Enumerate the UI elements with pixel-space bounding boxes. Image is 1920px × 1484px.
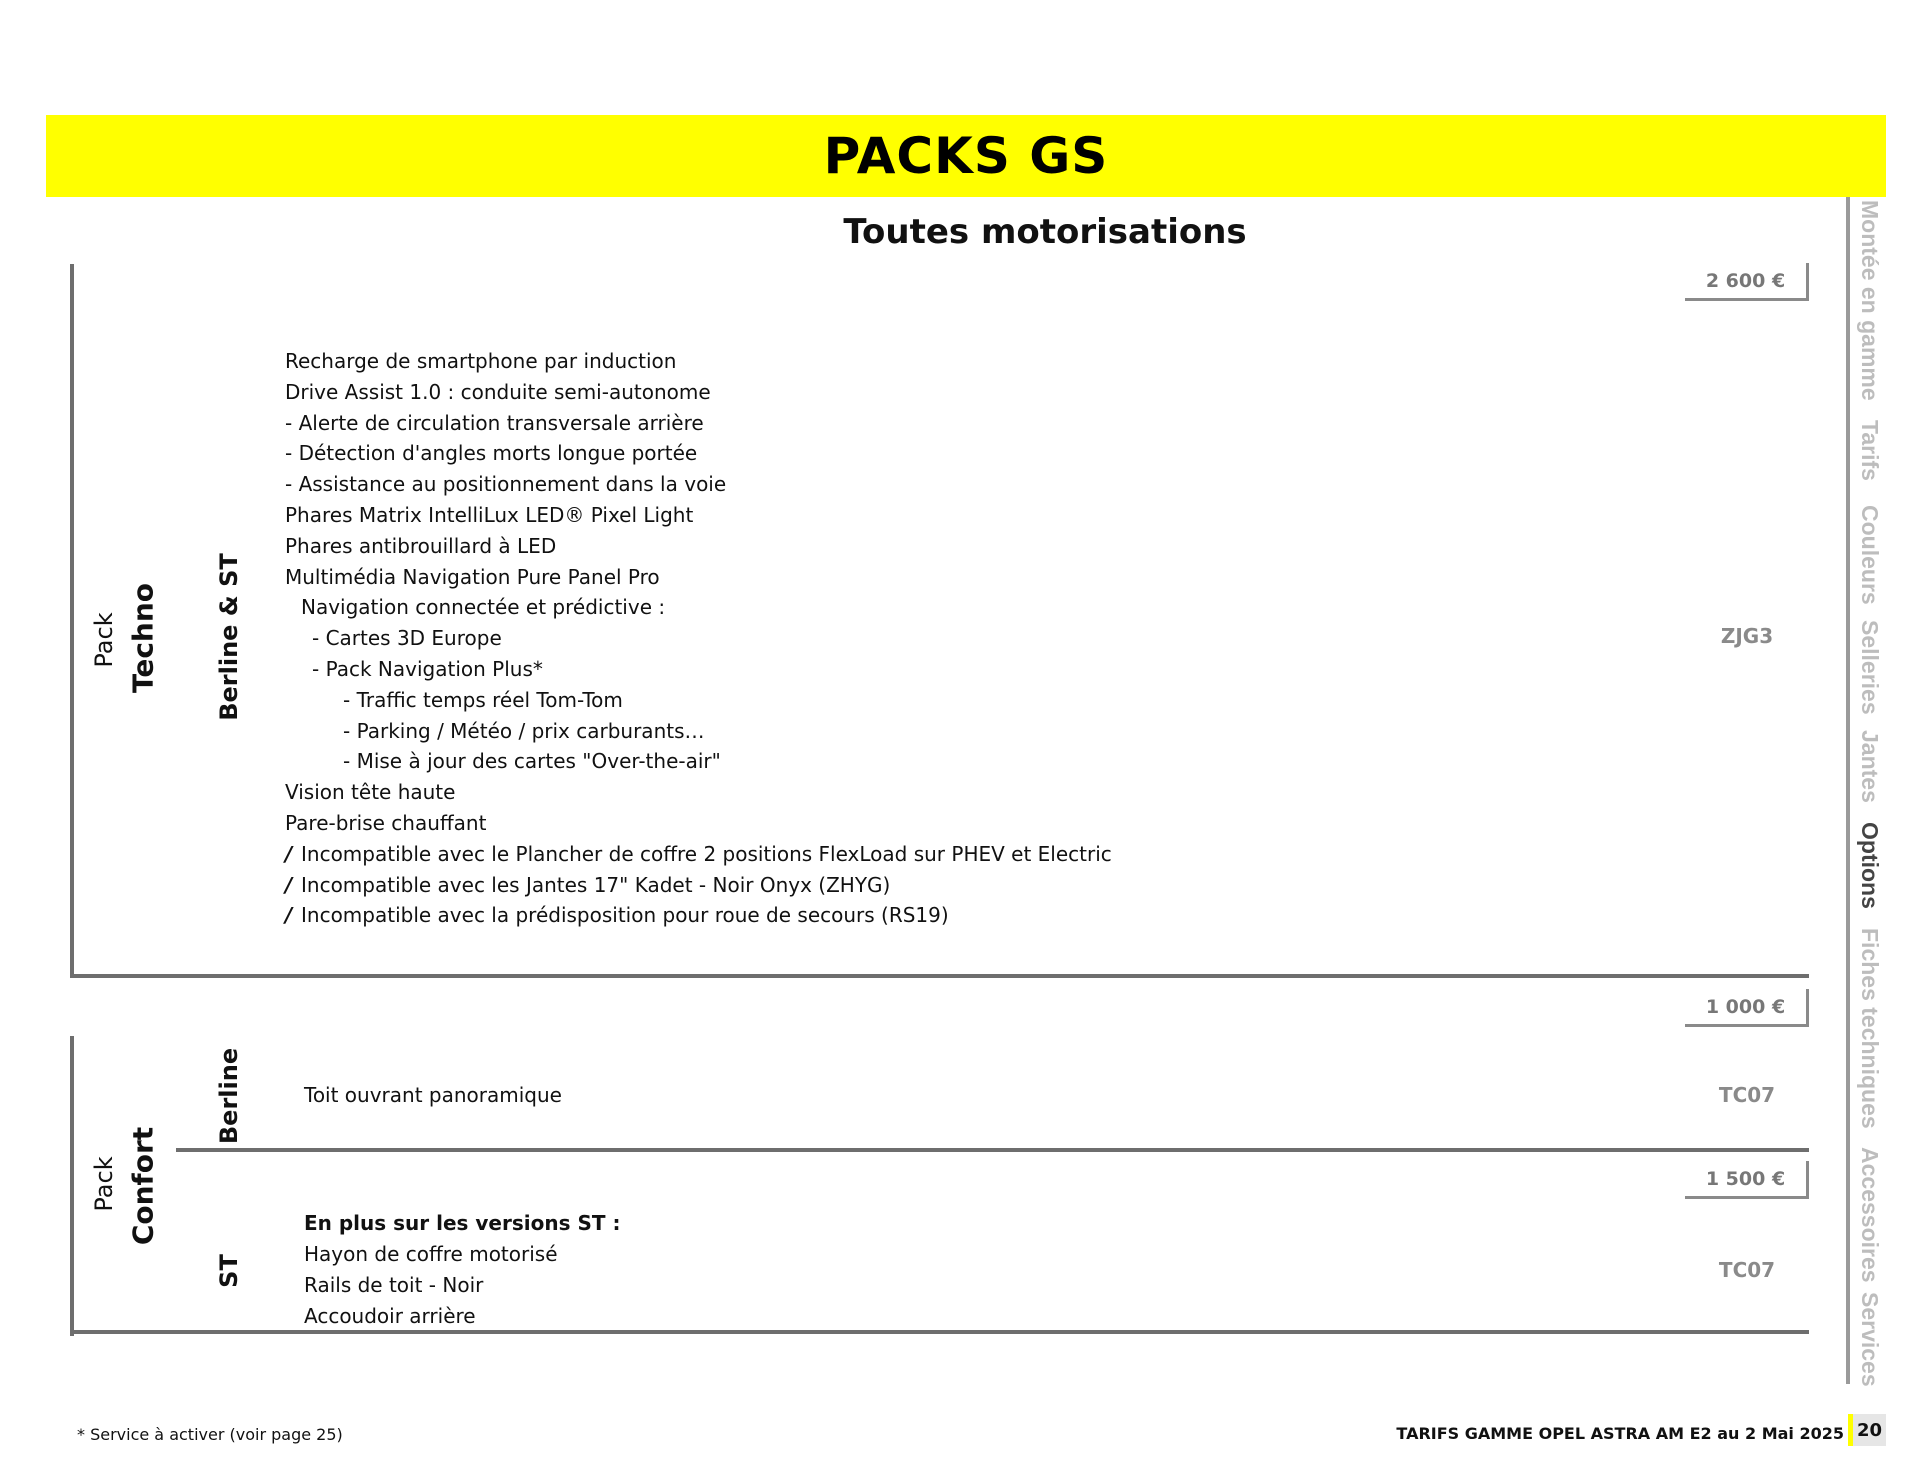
techno-price: 2 600 € xyxy=(1685,263,1809,301)
nav-item-tarifs[interactable]: Tarifs xyxy=(1857,420,1883,481)
confort-berline-price: 1 000 € xyxy=(1685,989,1809,1027)
nav-item-accessoires[interactable]: Accessoires xyxy=(1857,1147,1883,1283)
feature-item: - Détection d'angles morts longue portée xyxy=(285,441,698,466)
confort-pack-word: Pack xyxy=(90,1156,118,1212)
confort-berline-feature: Toit ouvrant panoramique xyxy=(304,1083,562,1107)
feature-item: - Parking / Météo / prix carburants… xyxy=(343,718,705,743)
confort-berline-label: Berline xyxy=(215,1047,243,1145)
incompatibility-text: Incompatible avec la prédisposition pour roue de secours (RS19) xyxy=(301,903,949,928)
feature-item: Drive Assist 1.0 : conduite semi-autonome xyxy=(285,379,711,404)
feature-item: Phares antibrouillard à LED xyxy=(285,533,557,558)
feature-item: - Alerte de circulation transversale arrière xyxy=(285,410,704,435)
document-reference: TARIFS GAMME OPEL ASTRA AM E2 au 2 Mai 2025 xyxy=(1396,1424,1844,1443)
techno-pack-word: Pack xyxy=(90,612,118,668)
confort-st-feature-list xyxy=(304,1208,620,1332)
nav-item-options[interactable]: Options xyxy=(1857,822,1883,909)
page-title: PACKS GS xyxy=(823,127,1109,185)
feature-item: - Pack Navigation Plus* xyxy=(312,656,543,681)
nav-item-couleurs[interactable]: Couleurs xyxy=(1857,505,1883,605)
techno-version-label: Berline & ST xyxy=(215,553,243,721)
feature-item: - Mise à jour des cartes "Over-the-air" xyxy=(343,749,721,774)
feature-item: Phares Matrix IntelliLux LED® Pixel Light xyxy=(285,502,694,527)
feature-item: - Traffic temps réel Tom-Tom xyxy=(343,687,623,712)
page-number: 20 xyxy=(1848,1414,1886,1446)
incompatible-icon: / xyxy=(285,903,293,928)
feature-item: - Assistance au positionnement dans la voie xyxy=(285,472,727,497)
techno-left-rule xyxy=(70,264,74,978)
nav-item-fiches-techniques[interactable]: Fiches techniques xyxy=(1857,928,1883,1129)
nav-item-montee-en-gamme[interactable]: Montée en gamme xyxy=(1857,200,1883,401)
techno-bottom-rule xyxy=(70,974,1809,978)
feature-item: Rails de toit - Noir xyxy=(304,1273,484,1297)
nav-item-selleries[interactable]: Selleries xyxy=(1857,620,1883,715)
feature-item: - Cartes 3D Europe xyxy=(312,626,502,651)
nav-item-services[interactable]: Services xyxy=(1857,1292,1883,1387)
title-banner xyxy=(46,115,1886,197)
incompatibility-text: Incompatible avec les Jantes 17" Kadet - Noir Onyx (ZHYG) xyxy=(301,872,891,897)
feature-item: Vision tête haute xyxy=(285,780,456,805)
incompatibility-text: Incompatible avec le Plancher de coffre 2 positions FlexLoad sur PHEV et Electric xyxy=(301,841,1112,866)
confort-st-code: TC07 xyxy=(1718,1258,1776,1282)
confort-mid-rule xyxy=(176,1148,1809,1152)
st-heading: En plus sur les versions ST : xyxy=(304,1211,621,1235)
confort-left-rule xyxy=(70,1036,74,1336)
confort-st-price: 1 500 € xyxy=(1685,1161,1809,1199)
techno-pack-name: Techno xyxy=(126,582,160,694)
feature-item: Multimédia Navigation Pure Panel Pro xyxy=(285,564,660,589)
footnote: * Service à activer (voir page 25) xyxy=(77,1425,343,1444)
feature-item: Accoudoir arrière xyxy=(304,1304,476,1328)
nav-item-jantes[interactable]: Jantes xyxy=(1857,730,1883,803)
incompatibility-item xyxy=(285,839,1112,870)
confort-berline-code: TC07 xyxy=(1718,1083,1776,1107)
feature-item: Navigation connectée et prédictive : xyxy=(301,595,666,620)
incompatible-icon: / xyxy=(285,841,293,866)
side-nav xyxy=(1850,200,1890,1390)
techno-code: ZJG3 xyxy=(1720,624,1774,648)
confort-st-label: ST xyxy=(215,1254,243,1288)
incompatibility-item xyxy=(285,900,1112,931)
confort-pack-name: Confort xyxy=(126,1126,160,1246)
feature-item: Pare-brise chauffant xyxy=(285,810,487,835)
incompatibility-item xyxy=(285,870,1112,901)
feature-item: Recharge de smartphone par induction xyxy=(285,349,677,373)
section-subtitle: Toutes motorisations xyxy=(843,212,1247,252)
techno-feature-list xyxy=(285,346,1112,931)
feature-item: Hayon de coffre motorisé xyxy=(304,1242,558,1266)
incompatible-icon: / xyxy=(285,872,293,897)
